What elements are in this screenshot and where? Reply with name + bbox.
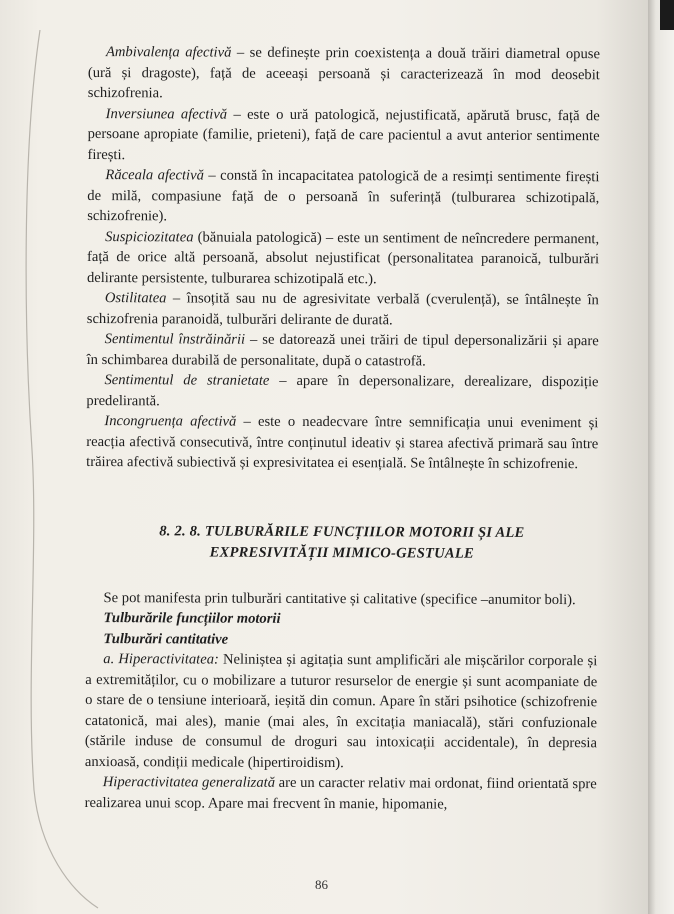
- term-ostilitatea: Ostilitatea: [104, 290, 167, 307]
- term-incongruenta: Incongruența afectivă: [104, 413, 237, 430]
- paragraph-instrainarea: Sentimentul înstrăinării – se datorează unei trăiri de tipul depersonalizării și apare în schimbarea durabilă de personalitate, după o catastrofă.: [86, 331, 599, 369]
- paragraph-ostilitatea: Ostilitatea – însoțită sau nu de agresivitate verbală (cverulență), se întâlnește în schizofrenia paranoidă, tulburări delirante de durată.: [86, 290, 599, 328]
- section-heading-line-1: 8. 2. 8. TULBURĂRILE FUNCȚIILOR MOTORII ȘI ALE: [159, 522, 525, 541]
- term-hiperactivitatea-generalizata: Hiperactivitatea generalizată: [102, 774, 276, 791]
- term-ambivalenta: Ambivalența afectivă: [105, 44, 232, 61]
- subheading-motor-functions: Tulburările funcțiilor motorii: [103, 610, 281, 627]
- paragraph-incongruenta: Incongruența afectivă – este o neadecvare între semnificația unui eveniment și reacția afectivă consecutivă, între conținutul ideativ și starea afectivă primară sau între trăirea afectivă subiectivă și expresivitatea ei esențială. Se întâlnește în schizofrenie.: [86, 413, 599, 473]
- paragraph-raceala: Răceala afectivă – constă în incapacitatea patologică de a resimți sentimente firești de milă, compasiune față de o persoană în suferință (tulburarea schizotipală, schizofrenie).: [87, 167, 600, 225]
- page-edge-shadow: [648, 0, 674, 914]
- term-raceala: Răceala afectivă: [105, 167, 204, 184]
- background-corner: [660, 0, 674, 30]
- term-suspiciozitatea: Suspiciozitatea: [105, 228, 194, 245]
- term-instrainarea: Sentimentul înstrăinării: [104, 331, 246, 348]
- page-text: [85, 42, 600, 815]
- paragraph-hiperactivitatea-generalizata: Hiperactivitatea generalizată are un caracter relativ mai ordonat, fiind orientată spre realizarea unui scop. Apare mai frecvent în manie, hipomanie,: [84, 774, 597, 813]
- paragraph-suspiciozitatea: Suspiciozitatea (bănuiala patologică) – este un sentiment de neîncredere permanent, față de orice altă persoană, absolut nejustificat (personalitatea paranoică, tulburări delirante persistente, tulburarea schizotipală etc.).: [86, 228, 600, 287]
- paragraph-ambivalenta: Ambivalența afectivă – se definește prin coexistența a două trăiri diametral opuse (ură și dragoste), față de aceeași persoană și caracterizează în mod deosebit schizofrenia.: [87, 44, 600, 102]
- page-number: 86: [315, 877, 328, 892]
- intro-paragraph: Se pot manifesta prin tulburări cantitative și calitative (specifice –anumitor boli).: [103, 589, 576, 608]
- section-heading-line-2: EXPRESIVITĂȚII MIMICO-GESTUALE: [209, 544, 474, 562]
- section-heading: [86, 520, 598, 564]
- paragraph-hiperactivitatea: a. Hiperactivitatea: Neliniștea și agitația sunt amplificări ale mișcărilor corporale și a extremităților, cu o mobilizare a tuturor resurselor de energie și sunt acompaniate de o stare de o tensiune interioară, ieșită din comun. Apare în stări psihotice (schizofrenie catatonică, mai ales), manie (mai ales, în excitația maniacală), stări confuzionale (stările induse de consumul de droguri sau intoxicații accidentale), în depresia anxioasă, condiții medicale (hipertiroidism).: [84, 651, 598, 771]
- subheading-quantitative: Tulburări cantitative: [103, 630, 229, 648]
- term-hiperactivitatea: a. Hiperactivitatea:: [103, 651, 219, 668]
- paragraph-inversiunea: Inversiunea afectivă – este o ură patologică, nejustificată, apărută brusc, față de persoane apropiate (familie, prieteni), față de care pacientul a avut anterior sentimente firești.: [87, 105, 600, 163]
- term-stranietate: Sentimentul de stranietate: [104, 372, 270, 389]
- term-inversiunea: Inversiunea afectivă: [105, 105, 228, 123]
- paragraph-stranietate: Sentimentul de stranietate – apare în depersonalizare, derealizare, dispoziție predelirantă.: [86, 372, 599, 409]
